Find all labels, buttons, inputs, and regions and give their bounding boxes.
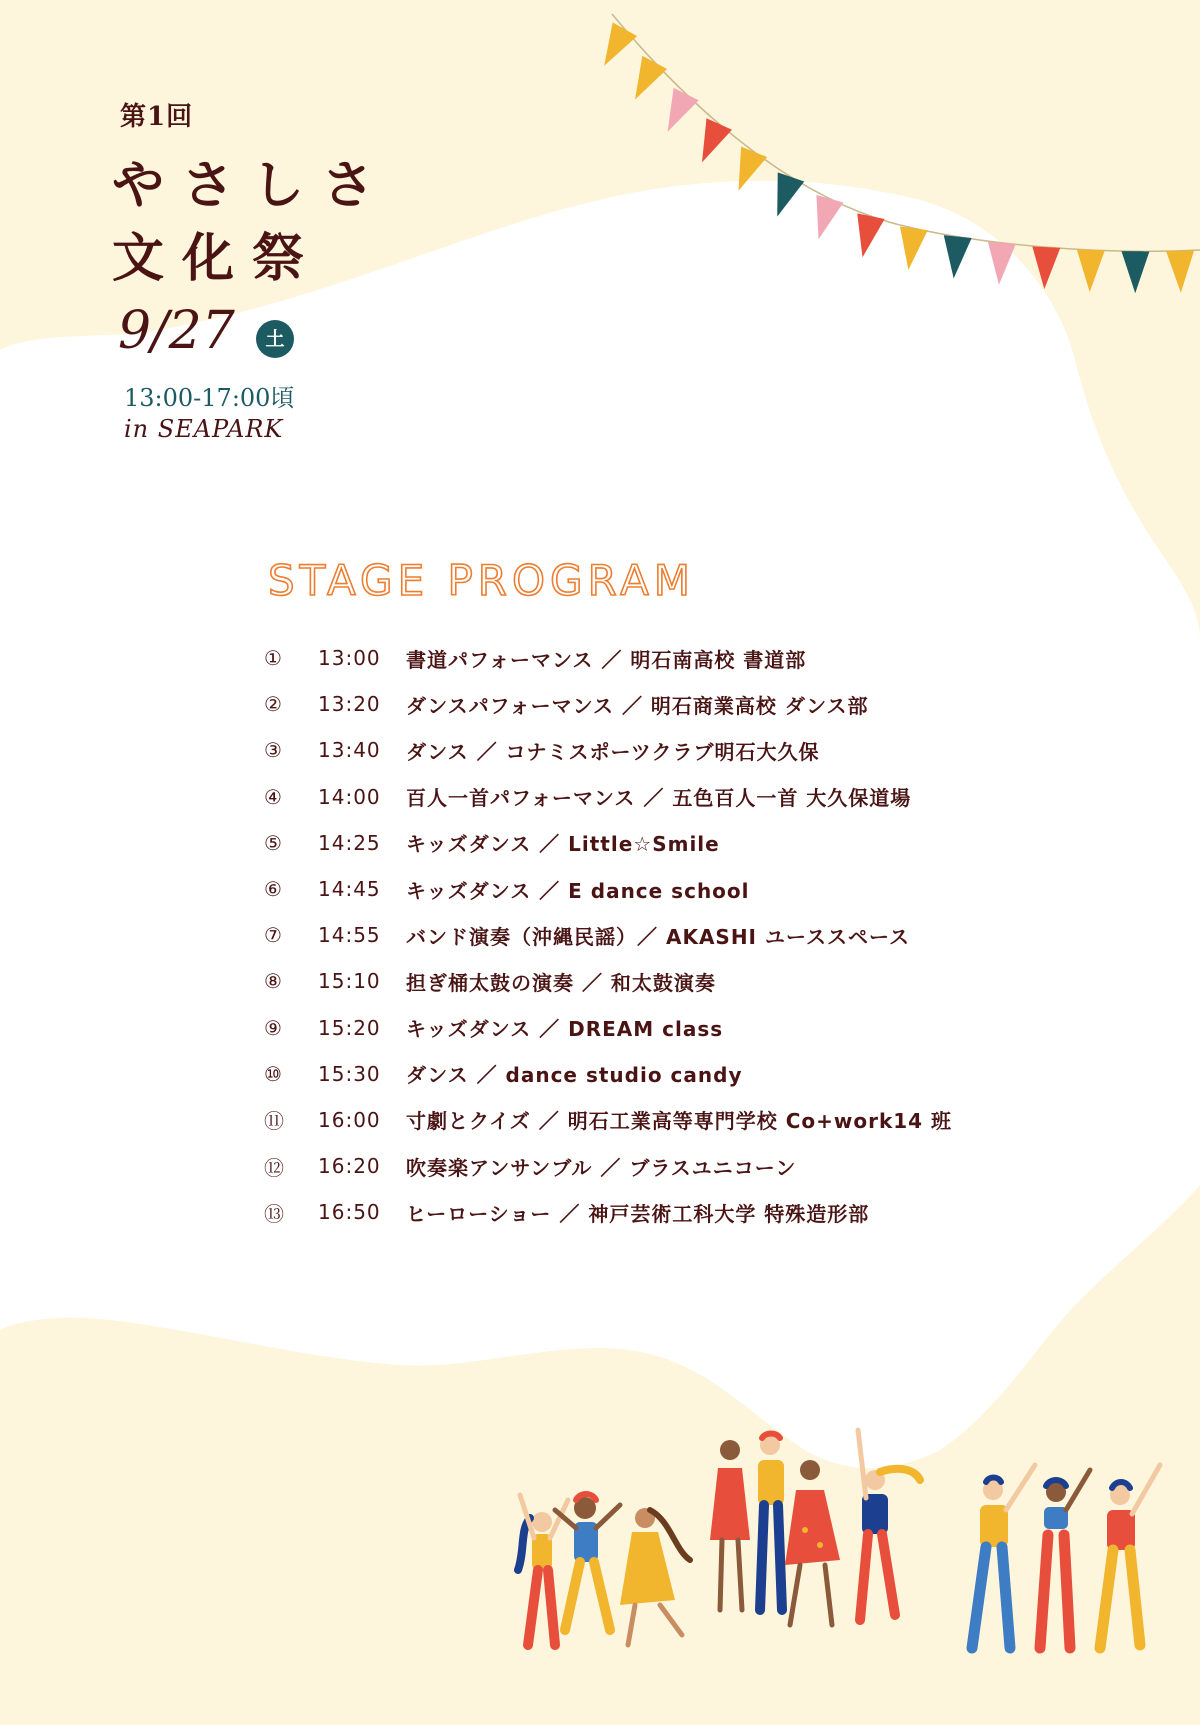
row-time: 13:00 <box>318 646 381 671</box>
program-row <box>264 727 1084 773</box>
row-number: ⑪ <box>264 1109 285 1134</box>
row-time: 15:20 <box>318 1015 381 1040</box>
program-row <box>264 912 1084 958</box>
row-performance: 書道パフォーマンス ／ 明石南高校 書道部 <box>406 647 807 672</box>
dancer-6 <box>785 1460 840 1625</box>
program-row <box>264 866 1084 912</box>
row-performance: 吹奏楽アンサンブル ／ ブラスユニコーン <box>406 1155 797 1180</box>
bunting-flag <box>1166 251 1195 294</box>
dancer-2 <box>555 1494 620 1630</box>
day-of-week-badge: 土 <box>256 320 294 358</box>
row-performance: ダンス ／ dance studio candy <box>406 1063 743 1088</box>
program-row <box>264 635 1084 681</box>
row-performance: ダンス ／ コナミスポーツクラブ明石大久保 <box>406 739 820 764</box>
dancer-10 <box>1100 1465 1160 1648</box>
event-title-line-1: やさしさ <box>112 155 393 216</box>
bunting-flag <box>592 22 637 72</box>
row-performance: 寸劇とクイズ ／ 明石工業高等専門学校 Co+work14 班 <box>406 1109 953 1134</box>
row-performance: バンド演奏（沖縄民謡）／ AKASHI ユーススペース <box>406 924 910 949</box>
row-number: ⑥ <box>264 877 283 902</box>
bunting-flag <box>655 88 699 138</box>
row-time: 13:40 <box>318 738 381 763</box>
row-number: ⑩ <box>264 1061 283 1086</box>
row-performance: 担ぎ桶太鼓の演奏 ／ 和太鼓演奏 <box>406 970 716 995</box>
row-number: ⑦ <box>264 923 283 948</box>
program-row <box>264 1189 1084 1235</box>
dancer-4 <box>710 1440 750 1610</box>
program-row <box>264 958 1084 1004</box>
program-row <box>264 681 1084 727</box>
row-number: ④ <box>264 784 283 809</box>
row-time: 16:00 <box>318 1107 381 1132</box>
row-time: 16:50 <box>318 1200 381 1225</box>
dancer-8 <box>972 1465 1035 1648</box>
dancer-5 <box>758 1434 784 1611</box>
row-time: 14:00 <box>318 784 381 809</box>
row-number: ⑫ <box>264 1155 285 1180</box>
row-number: ⑨ <box>264 1015 283 1040</box>
row-number: ⑧ <box>264 969 283 994</box>
row-time: 15:10 <box>318 969 381 994</box>
stage-program-heading: STAGE PROGRAM <box>268 556 696 605</box>
bunting-flag <box>1076 250 1105 293</box>
dancing-people-illustration <box>510 1410 1170 1660</box>
row-time: 16:20 <box>318 1154 381 1179</box>
event-title-line-2: 文化祭 <box>112 228 323 289</box>
program-row <box>264 774 1084 820</box>
row-performance: キッズダンス ／ E dance school <box>406 878 750 903</box>
program-row <box>264 1097 1084 1143</box>
row-number: ⑬ <box>264 1201 285 1226</box>
row-number: ⑤ <box>264 830 283 855</box>
dancer-9 <box>1040 1470 1090 1648</box>
event-date: 9/27 <box>118 301 235 361</box>
row-performance: キッズダンス ／ DREAM class <box>406 1017 724 1042</box>
row-time: 15:30 <box>318 1061 381 1086</box>
program-row <box>264 1005 1084 1051</box>
dancer-7 <box>858 1430 920 1620</box>
bunting-flag <box>623 56 667 106</box>
row-time: 14:45 <box>318 877 381 902</box>
row-performance: キッズダンス ／ Little☆Smile <box>406 832 720 857</box>
program-list <box>264 635 1084 1235</box>
row-performance: 百人一首パフォーマンス ／ 五色百人一首 大久保道場 <box>406 786 912 811</box>
row-time: 14:55 <box>318 923 381 948</box>
event-time: 13:00-17:00頃 <box>124 384 295 412</box>
program-row <box>264 1143 1084 1189</box>
row-performance: ダンスパフォーマンス ／ 明石商業高校 ダンス部 <box>406 693 869 718</box>
row-number: ③ <box>264 738 283 763</box>
row-time: 13:20 <box>318 692 381 717</box>
event-venue: in SEAPARK <box>124 415 284 443</box>
row-time: 14:25 <box>318 830 381 855</box>
event-edition: 第1回 <box>120 102 194 132</box>
row-performance: ヒーローショー ／ 神戸芸術工科大学 特殊造形部 <box>406 1201 870 1226</box>
dancer-3 <box>620 1508 690 1645</box>
program-row <box>264 820 1084 866</box>
program-row <box>264 1051 1084 1097</box>
bunting-flag <box>689 118 732 168</box>
bunting-flag <box>1121 251 1149 293</box>
row-number: ② <box>264 692 283 717</box>
row-number: ① <box>264 646 283 671</box>
